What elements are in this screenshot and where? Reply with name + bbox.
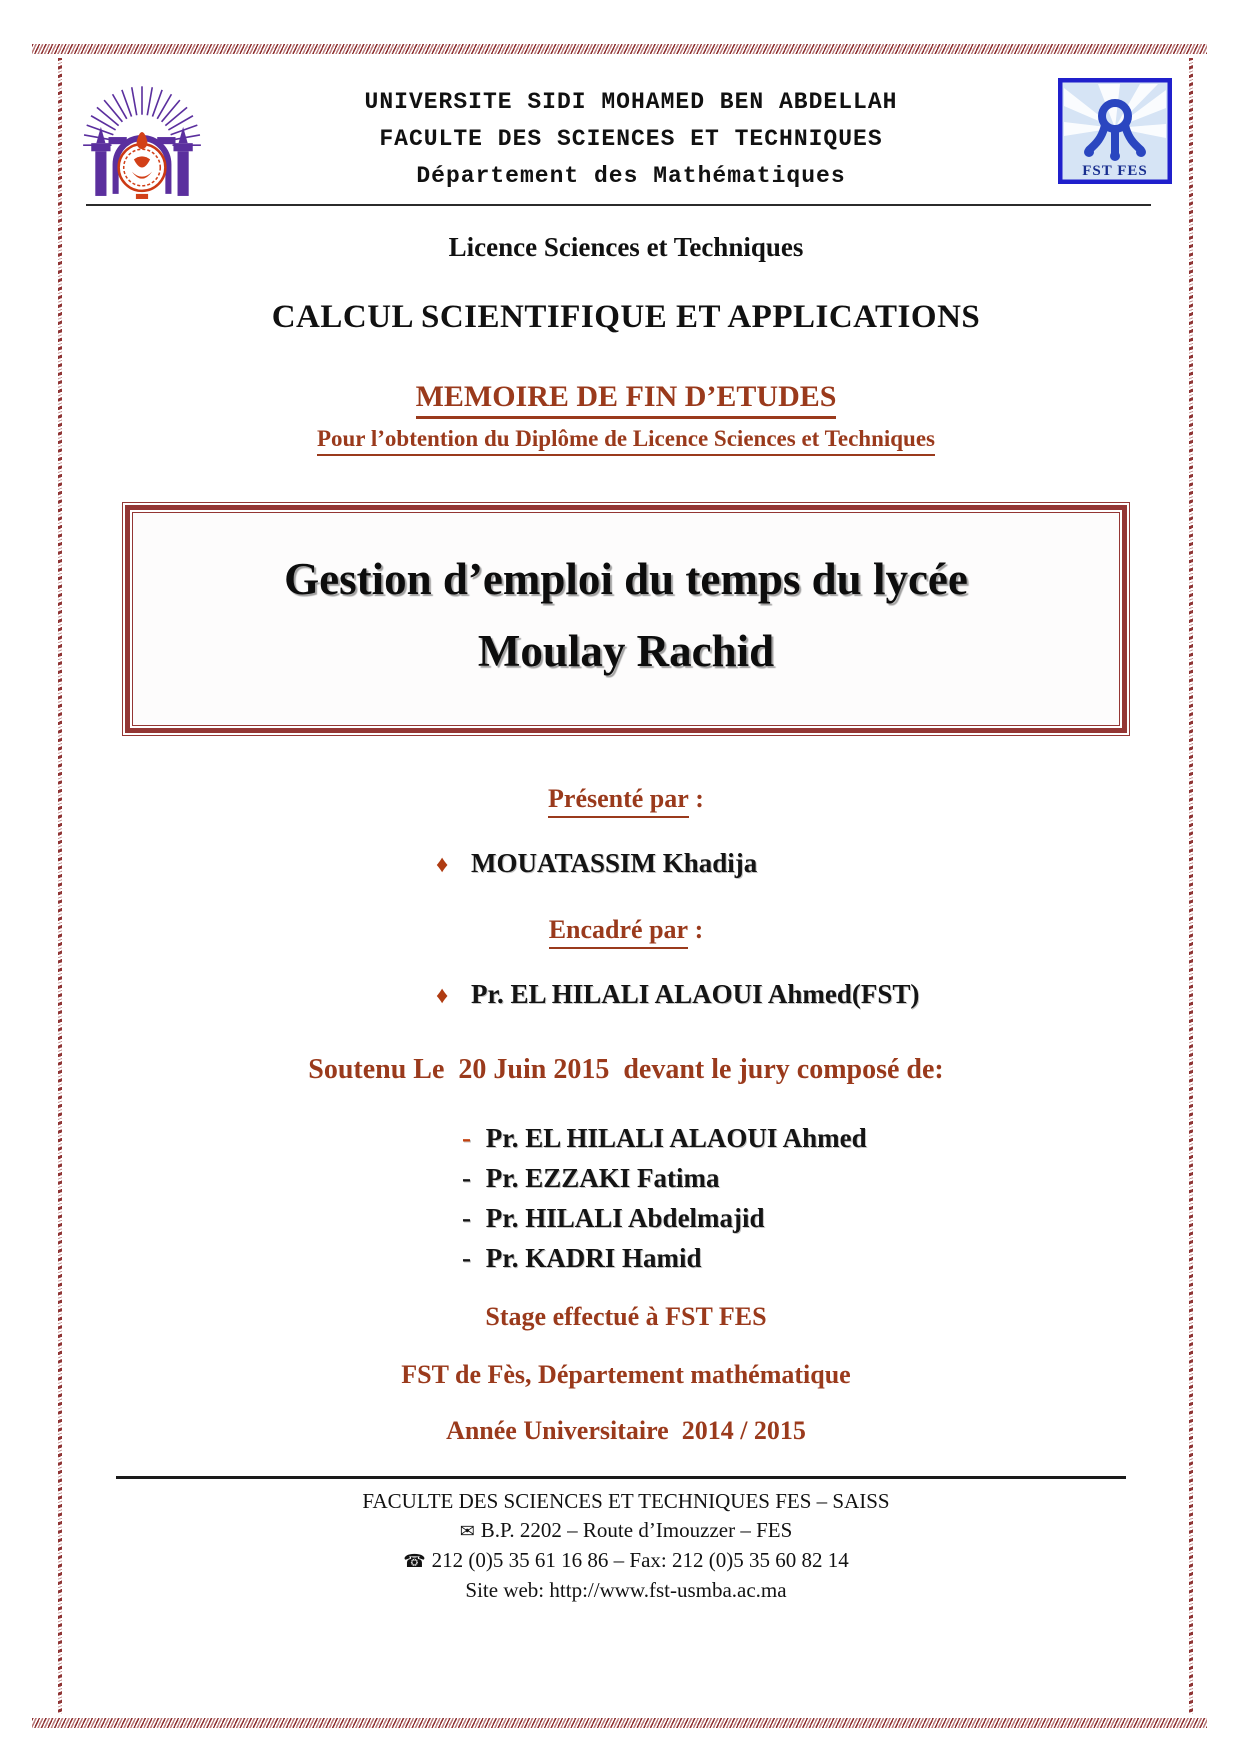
diamond-bullet-icon: ♦ [436, 983, 449, 1009]
presented-by-label-text: Présenté par [548, 784, 689, 818]
footer-website-line: Site web: http://www.fst-usmba.ac.ma [465, 1578, 787, 1602]
stage-line: Stage effectué à FST FES [485, 1302, 767, 1331]
right-border-ornament [1189, 58, 1193, 1714]
thesis-title-box [122, 502, 1130, 736]
jury-member-name: Pr. KADRI Hamid [485, 1243, 702, 1273]
left-border-ornament [58, 58, 62, 1714]
footer-divider [116, 1476, 1126, 1479]
header-titles [204, 66, 1058, 195]
mail-icon: ✉ [459, 1521, 475, 1541]
presented-by-colon: : [695, 784, 704, 813]
jury-member-name: Pr. EL HILALI ALAOUI Ahmed [485, 1123, 867, 1153]
supervisor-name: Pr. EL HILALI ALAOUI Ahmed(FST) [471, 979, 920, 1009]
fst-fes-logo-icon [1058, 78, 1172, 184]
page-content [66, 54, 1186, 1605]
supervised-by-colon: : [694, 915, 704, 944]
presented-by-name: MOUATASSIM Khadija [471, 848, 758, 878]
memoire-subheading [66, 426, 1186, 456]
diamond-bullet-icon: ♦ [436, 852, 449, 878]
academic-year-line: Année Universitaire 2014 / 2015 [446, 1416, 806, 1445]
phone-icon: ☎ [403, 1551, 426, 1571]
memoire-heading-text: MEMOIRE DE FIN D’ETUDES [416, 380, 837, 419]
list-dash: - [462, 1243, 471, 1273]
bottom-border-ornament [32, 1718, 1207, 1728]
defense-line: Soutenu Le 20 Juin 2015 devant le jury composé de: [308, 1054, 944, 1085]
presented-by-label [66, 784, 1186, 818]
department-line: FST de Fès, Département mathématique [401, 1360, 851, 1389]
thesis-title-box-inner [132, 512, 1120, 726]
memoire-heading [66, 380, 1186, 419]
program-title: Licence Sciences et Techniques [448, 232, 804, 262]
track-title: CALCUL SCIENTIFIQUE ET APPLICATIONS [271, 299, 981, 335]
jury-member-name: Pr. HILALI Abdelmajid [485, 1203, 765, 1233]
jury-member-row [462, 1118, 1186, 1158]
supervised-by-label [66, 915, 1186, 949]
footer-address-line [66, 1516, 1186, 1546]
thesis-title-box-mid-border [125, 505, 1127, 733]
jury-member-name: Pr. EZZAKI Fatima [485, 1163, 720, 1193]
list-dash: - [462, 1203, 471, 1233]
header-university: UNIVERSITE SIDI MOHAMED BEN ABDELLAH [364, 89, 898, 115]
footer [66, 1487, 1186, 1605]
university-emblem-icon [80, 66, 204, 200]
thesis-title-line2: Moulay Rachid [477, 626, 775, 676]
supervisor-name-row [66, 979, 1186, 1010]
footer-phone-text: 212 (0)5 35 61 16 86 – Fax: 212 (0)5 35 60 82 14 [431, 1548, 849, 1572]
footer-address-text: B.P. 2202 – Route d’Imouzzer – FES [480, 1518, 793, 1542]
fst-fes-logo-caption: FST FES [1082, 163, 1148, 179]
jury-member-row [462, 1198, 1186, 1238]
thesis-title-line1: Gestion d’emploi du temps du lycée [284, 554, 968, 604]
jury-list [66, 1118, 1186, 1278]
jury-member-row [462, 1158, 1186, 1198]
footer-phone-line [66, 1546, 1186, 1576]
header-faculty: FACULTE DES SCIENCES ET TECHNIQUES [379, 126, 883, 152]
memoire-subheading-text: Pour l’obtention du Diplôme de Licence Sciences et Techniques [317, 426, 935, 456]
list-dash: - [462, 1163, 471, 1193]
header-department: Département des Mathématiques [416, 163, 846, 189]
presented-by-name-row [66, 848, 1186, 879]
header [66, 66, 1186, 200]
jury-member-row [462, 1238, 1186, 1278]
supervised-by-label-text: Encadré par [549, 915, 688, 949]
header-divider [86, 204, 1151, 206]
list-dash: - [462, 1123, 471, 1153]
footer-faculty-line: FACULTE DES SCIENCES ET TECHNIQUES FES – SAISS [362, 1489, 890, 1513]
top-border-ornament [32, 44, 1207, 54]
